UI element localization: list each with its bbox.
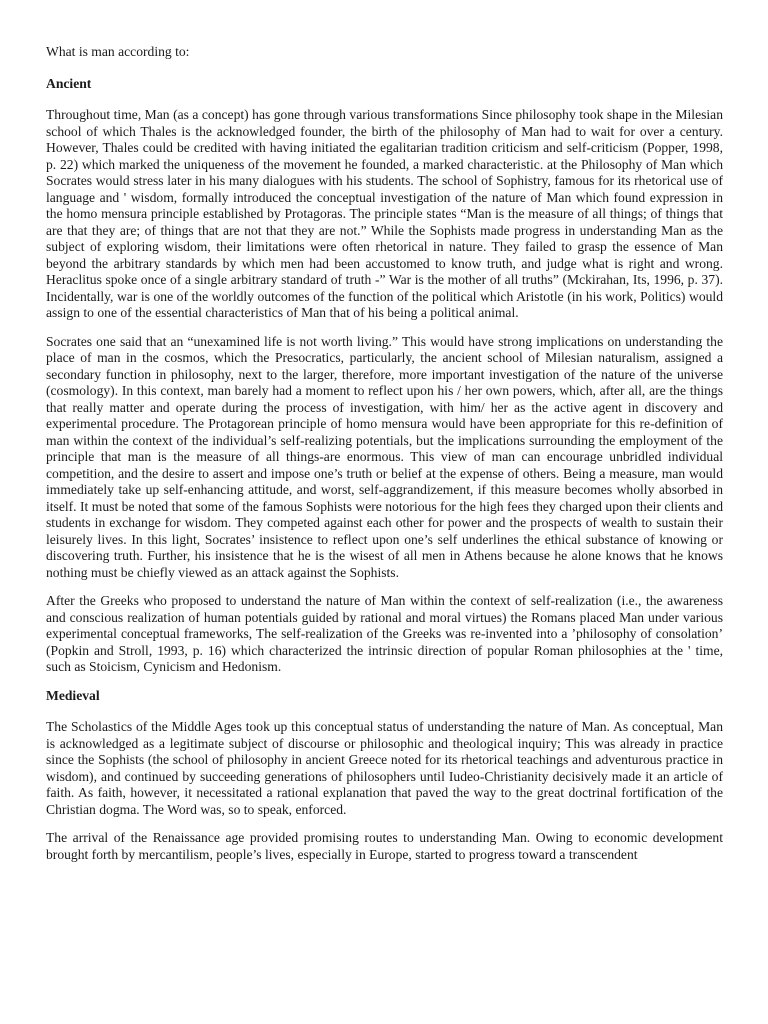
document-intro: What is man according to: <box>46 44 190 59</box>
medieval-paragraph-1: The Scholastics of the Middle Ages took up this conceptual status of understanding the nature of Man. As conceptual, Man is acknowledged as a legitimate subject of discourse or philosophic and theological inquiry; This was already in practice since the Sophists (the school of philosophy in ancient Greece noted for its rhetorical teachings and adventurous practice in wisdom), and continued by succeeding generations of philosophers until Iudeo-Christianity decisively made it an article of faith. As faith, however, it necessitated a rational explanation that paved the way to the great doctrinal fortification of the Christian dogma. The Word was, so to speak, enforced. <box>46 719 723 817</box>
section-heading-ancient: Ancient <box>46 75 92 91</box>
section-heading-medieval: Medieval <box>46 687 100 703</box>
ancient-paragraph-2: Socrates one said that an “unexamined life is not worth living.” This would have strong implications on understanding the place of man in the cosmos, which the Presocratics, particularly, the ancient school of Milesian naturalism, assigned a secondary function in philosophy, next to the larger, therefore, more important investigation of the nature of the universe (cosmology). In this context, man barely had a moment to reflect upon his / her own powers, which, after all, are the things that really matter and operate during the process of investigation, with him/ her as the active agent in discovery and experimental procedure. The Protagorean principle of homo mensura would have been appropriate for this re-definition of man within the context of the individual’s self-realizing potentials, but the implications surrounding the employment of the principle that man is the measure of all things-are enormous. This view of man can encourage unbridled individual competition, and the desire to assert and impose one’s truth or belief at the expense of others. Being a measure, man would immediately take up self-enhancing attitude, and worst, self-aggrandizement, if this measure becomes wholly absorbed in itself. It must be noted that some of the famous Sophists were notorious for the high fees they charged upon their clients and students in exchange for wisdom. They competed against each other for power and the prospects of wealth to sustain their leisurely lives. In this light, Socrates’ insistence to reflect upon one’s self underlines the ethical substance of knowing or discovering truth. Further, his insistence that he is the wisest of all men in Athens because he alone knows that he knows nothing must be chiefly viewed as an attack against the Sophists. <box>46 333 723 580</box>
medieval-paragraph-2: The arrival of the Renaissance age provided promising routes to understanding Man. Owing to economic development brought forth by mercantilism, people’s lives, especially in Europe, started to progress toward a transcendent <box>46 830 723 862</box>
ancient-paragraph-1: Throughout time, Man (as a concept) has gone through various transformations Since philosophy took shape in the Milesian school of which Thales is the acknowledged founder, the birth of the philosophy of Man had to wait for over a century. However, Thales could be credited with having initiated the egalitarian tradition criticism and self-criticism (Popper, 1998, p. 22) which marked the uniqueness of the movement he founded, a marked characteristic. at the Philosophy of Man which Socrates would stress later in his many dialogues with his students. The school of Sophistry, famous for its rhetorical use of language and ' wisdom, formally introduced the conceptual investigation of the nature of Man which found expression in the homo mensura principle established by Protagoras. The principle states “Man is the measure of all things; of things that are that they are; of things that are not that they are not.” While the Sophists made progress in understanding Man as the subject of exploring wisdom, their limitations were often rhetorical in nature. They failed to grasp the essence of Man beyond the arbitrary standards by which men had been accustomed to know truth, and judge what is right and wrong. Heraclitus spoke once of a single arbitrary standard of truth -” War is the mother of all truths” (Mckirahan, Its, 1996, p. 37). Incidentally, war is one of the worldly outcomes of the function of the political which Aristotle (in his work, Politics) would assign to one of the essential characteristics of Man that of his being a political animal. <box>46 107 723 320</box>
ancient-paragraph-3: After the Greeks who proposed to understand the nature of Man within the context of self-realization (i.e., the awareness and conscious realization of human potentials guided by rational and moral virtues) the Romans placed Man under various experimental conceptual frameworks, The self-realization of the Greeks was re-invented into a ’philosophy of consolation’ (Popkin and Stroll, 1993, p. 16) which characterized the intrinsic direction of popular Roman philosophies at the ' time, such as Stoicism, Cynicism and Hedonism. <box>46 593 723 674</box>
document-page <box>46 44 723 863</box>
